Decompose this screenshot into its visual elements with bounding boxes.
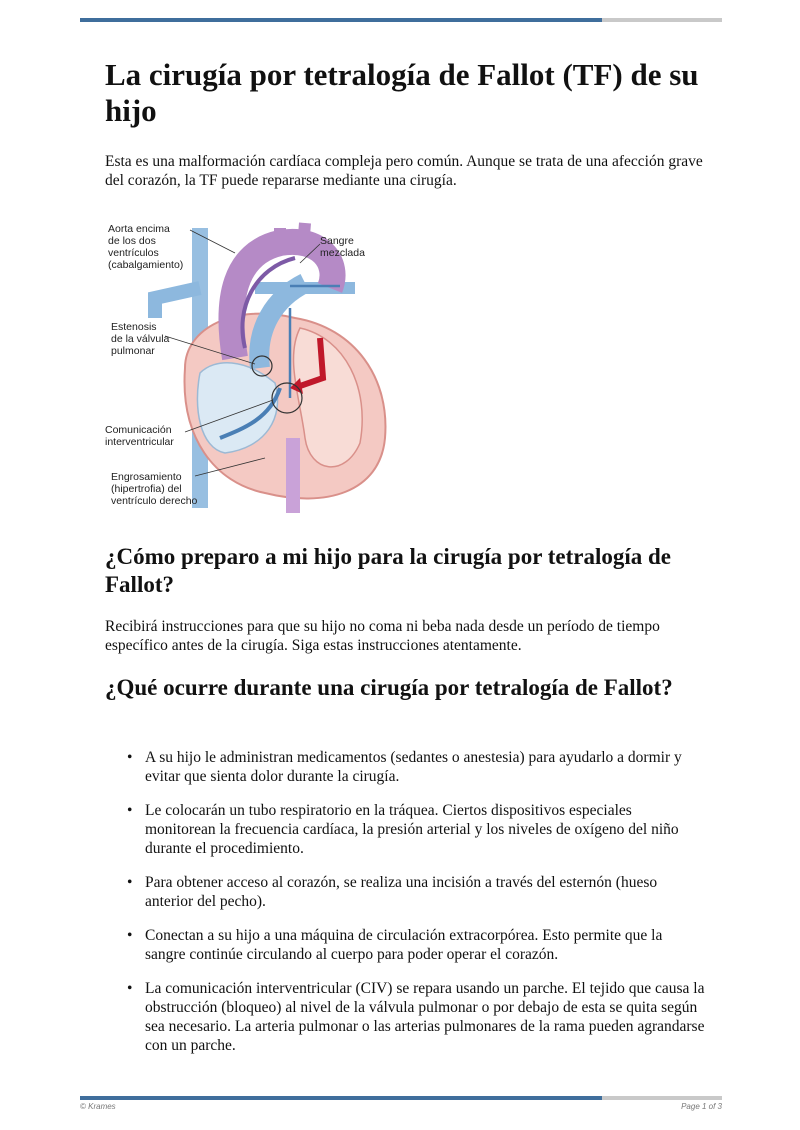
label-vsd: Comunicación interventricular <box>105 424 174 448</box>
bottom-progress-fill <box>80 1096 602 1100</box>
bottom-progress-bar <box>80 1096 722 1100</box>
section1-paragraph: Recibirá instrucciones para que su hijo no coma ni beba nada desde un período de tiempo específico antes de la cirugía. Siga estas instrucciones atentamente. <box>105 618 660 654</box>
bullet-icon: • <box>127 927 133 944</box>
list-item: • La comunicación interventricular (CIV) se repara usando un parche. El tejido que causa la obstrucción (bloqueo) al nivel de la válvula pulmonar o por debajo de esta se quita según sea necesario. La arteria pulmonar o las arterias pulmonares de la rama pueden agrandarse con un parche. <box>127 980 705 1054</box>
section1-heading: ¿Cómo preparo a mi hijo para la cirugía por tetralogía de Fallot? <box>105 544 672 597</box>
heart-diagram <box>105 208 395 518</box>
label-stenosis: Estenosis de la válvula pulmonar <box>111 321 170 357</box>
list-item: • Para obtener acceso al corazón, se realiza una incisión a través del esternón (hueso anterior del pecho). <box>127 874 658 910</box>
bullet-icon: • <box>127 980 133 997</box>
list-item: • Conectan a su hijo a una máquina de circulación extracorpórea. Esto permite que la sangre continúe circulando al cuerpo para poder operar el corazón. <box>127 927 663 963</box>
list-item: • Le colocarán un tubo respiratorio en la tráquea. Ciertos dispositivos especiales monitorean la frecuencia cardíaca, la presión arterial y los niveles de oxígeno del niño durante el procedimiento. <box>127 802 679 857</box>
intro-paragraph: Esta es una malformación cardíaca compleja pero común. Aunque se trata de una afección grave del corazón, la TF puede repararse mediante una cirugía. <box>105 153 703 189</box>
top-progress-fill <box>80 18 602 22</box>
footer-copyright: © Krames <box>80 1102 116 1111</box>
bullet-icon: • <box>127 874 133 891</box>
bullet-icon: • <box>127 749 133 766</box>
top-progress-bar <box>80 18 722 22</box>
label-hypertrophy: Engrosamiento (hipertrofia) del ventrículo derecho <box>111 471 198 507</box>
section2-heading: ¿Qué ocurre durante una cirugía por tetralogía de Fallot? <box>105 675 673 700</box>
label-mixed-blood: Sangre mezclada <box>320 235 365 259</box>
label-aorta: Aorta encima de los dos ventrículos (cabalgamiento) <box>108 223 184 271</box>
list-item: • A su hijo le administran medicamentos (sedantes o anestesia) para ayudarlo a dormir y evitar que sienta dolor durante la cirugía. <box>127 749 682 785</box>
procedure-list <box>105 748 705 1070</box>
footer-page-number: Page 1 of 3 <box>681 1102 722 1111</box>
heart-diagram-svg <box>105 208 395 518</box>
page-title: La cirugía por tetralogía de Fallot (TF) de su hijo <box>105 57 699 128</box>
bullet-icon: • <box>127 802 133 819</box>
